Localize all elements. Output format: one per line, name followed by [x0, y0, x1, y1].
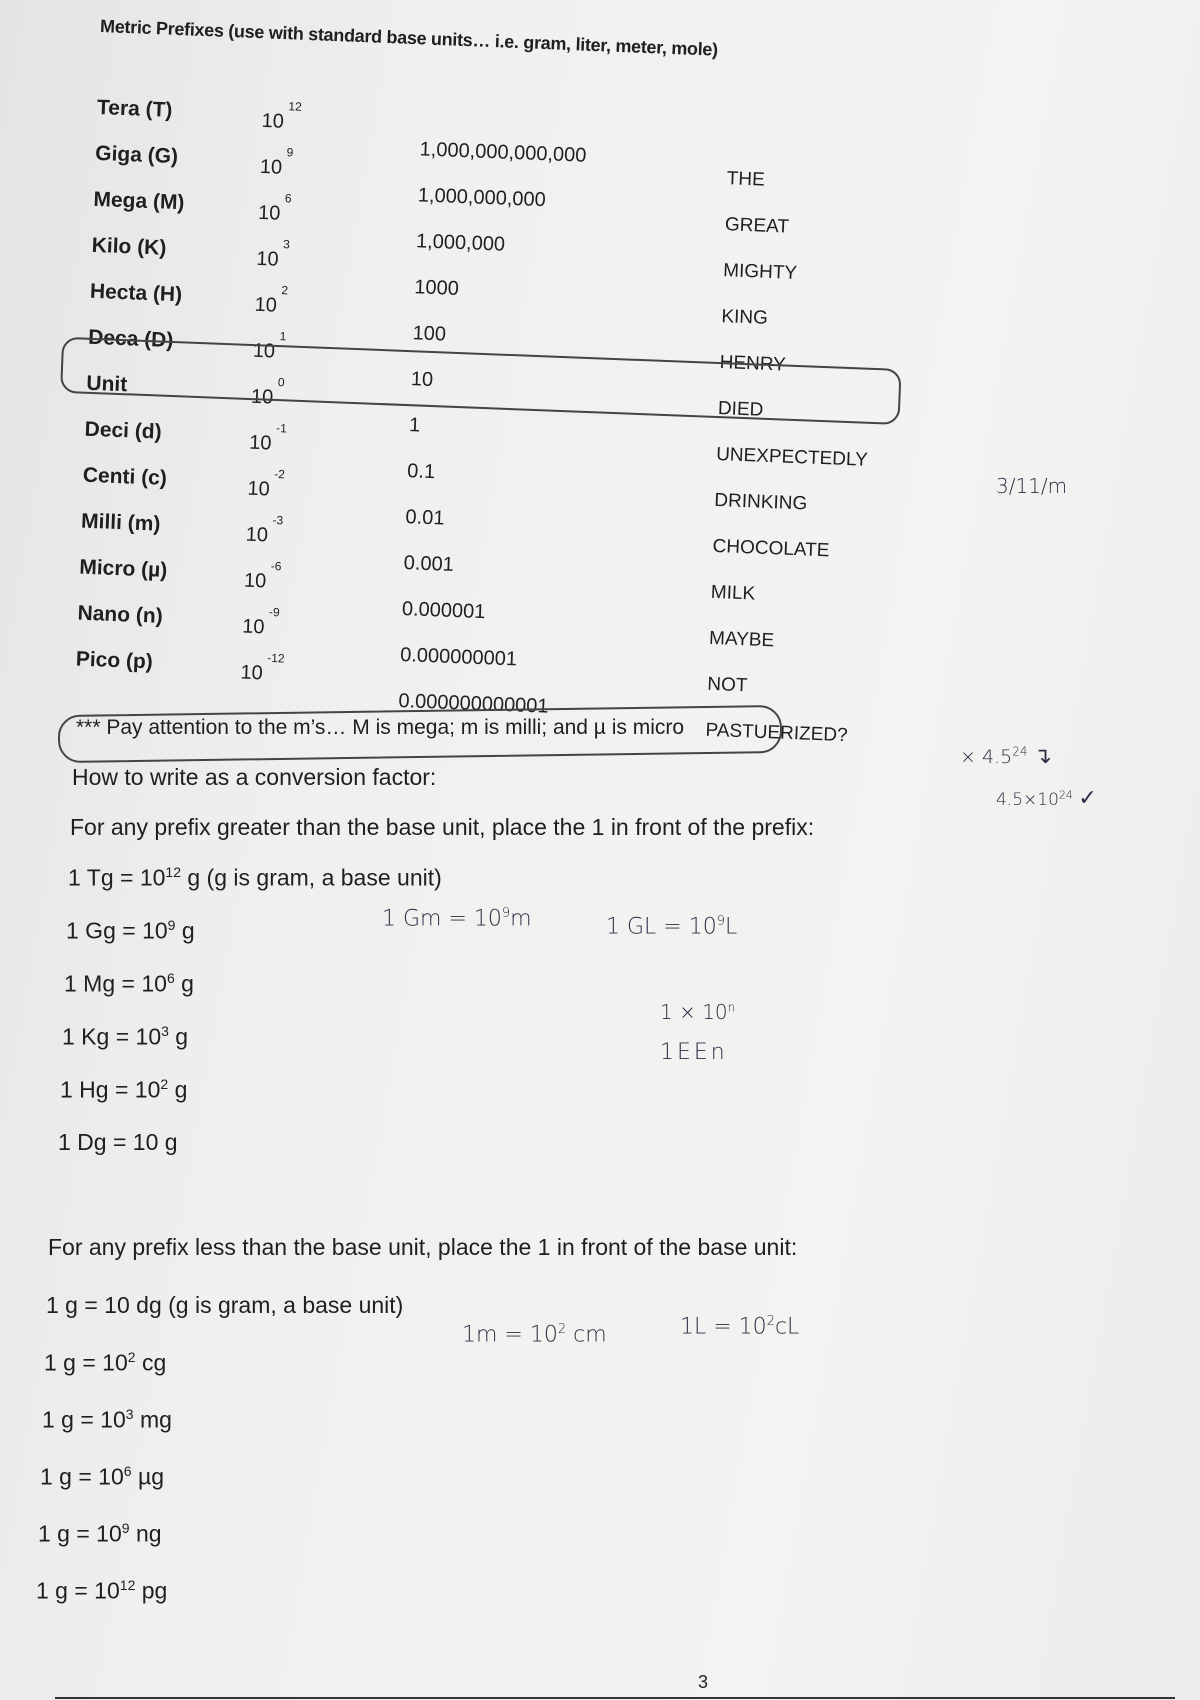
- decimal-value: 0.000001: [401, 598, 486, 624]
- conversion-rhs: g: [174, 970, 194, 997]
- m-note: *** Pay attention to the m’s… M is mega; m is milli; and µ is micro: [76, 716, 685, 739]
- power-of-ten: [257, 191, 292, 226]
- prefix-name: Kilo (K): [91, 233, 167, 260]
- conversion-line: [46, 1292, 403, 1319]
- conversion-exponent: 3: [161, 1023, 169, 1039]
- conversion-lhs: 1 g = 10: [36, 1577, 120, 1604]
- conversion-exponent: 2: [127, 1349, 136, 1365]
- mnemonic-word: DRINKING: [713, 489, 808, 515]
- power-exponent: 12: [288, 99, 303, 114]
- mnemonic-word: CHOCOLATE: [712, 535, 830, 562]
- mnemonic-word: KING: [721, 306, 769, 329]
- power-of-ten: [255, 237, 291, 272]
- conversion-rhs: g: [168, 1076, 188, 1103]
- power-exponent: 9: [286, 145, 294, 160]
- mnemonic-word: MIGHTY: [722, 260, 798, 284]
- conversion-exponent: 6: [123, 1463, 132, 1479]
- power-exponent: -6: [270, 558, 282, 574]
- power-base: 10: [255, 247, 279, 271]
- mnemonic-word: DIED: [717, 398, 764, 421]
- conversion-lhs: 1 g = 10: [44, 1349, 128, 1376]
- conversion-exponent: 6: [166, 970, 175, 986]
- power-of-ten: [247, 467, 286, 502]
- power-of-ten: [254, 283, 289, 318]
- conversion-lhs: 1 Hg = 10: [60, 1076, 161, 1103]
- handwritten-sci-notation: $4.5\times 10^{24}$ ✓: [996, 786, 1097, 811]
- power-base: 10: [243, 569, 267, 593]
- page-number: 3: [698, 1672, 709, 1692]
- power-base: 10: [254, 293, 278, 317]
- prefix-name: Tera (T): [96, 95, 173, 122]
- conversion-exponent: 3: [125, 1406, 134, 1422]
- decimal-value: 0.000000000001: [398, 689, 549, 718]
- handwritten-note-date: 3/11/m: [996, 474, 1068, 498]
- conversion-lhs: 1 g = 10: [42, 1406, 126, 1433]
- conversion-lhs: 1 g = 10: [38, 1520, 122, 1547]
- power-base: 10: [247, 477, 271, 501]
- prefix-name: Pico (p): [75, 647, 154, 674]
- conversion-lhs: 1 Dg = 10 g: [58, 1129, 178, 1155]
- greater-intro: For any prefix greater than the base unit, place the 1 in front of the prefix:: [70, 814, 815, 840]
- power-of-ten: [243, 558, 282, 594]
- power-exponent: 1: [279, 329, 287, 344]
- conversion-exponent: 9: [121, 1520, 130, 1536]
- conversion-lhs: 1 g = 10 dg (g is gram, a base unit): [46, 1292, 404, 1318]
- handwritten-1x10n: $1 \times 10^n$: [660, 1000, 736, 1024]
- decimal-value: 1: [408, 414, 421, 437]
- power-exponent: -2: [274, 467, 286, 482]
- less-intro: For any prefix less than the base unit, place the 1 in front of the base unit:: [48, 1234, 798, 1260]
- prefix-name: Unit: [85, 371, 128, 397]
- prefix-name: Micro (µ): [78, 555, 168, 582]
- power-exponent: 6: [284, 191, 292, 206]
- conversion-line: [64, 970, 194, 998]
- power-base: 10: [245, 523, 269, 547]
- mnemonic-word: NOT: [706, 673, 748, 697]
- prefix-name: Milli (m): [80, 509, 161, 536]
- power-exponent: 0: [277, 375, 285, 390]
- decimal-value: 0.000000001: [399, 643, 518, 671]
- power-base: 10: [250, 385, 274, 409]
- conversion-lhs: 1 Gg = 10: [66, 917, 168, 944]
- power-base: 10: [240, 661, 264, 685]
- conversion-rhs: g: [175, 917, 195, 944]
- power-of-ten: [241, 604, 280, 640]
- bottom-rule: [55, 1697, 1175, 1699]
- mnemonic-word: PASTUERIZED?: [705, 719, 849, 747]
- conversion-exponent: 12: [165, 864, 181, 880]
- conversion-line: [40, 1463, 164, 1491]
- power-of-ten: [240, 650, 285, 686]
- decimal-value: 1,000,000,000: [417, 184, 547, 212]
- decimal-value: 1,000,000,000,000: [419, 138, 587, 167]
- decimal-value: 10: [410, 368, 434, 392]
- power-base: 10: [241, 615, 265, 639]
- decimal-value: 0.001: [403, 552, 455, 576]
- mnemonic-word: MAYBE: [708, 627, 775, 652]
- decimal-value: 0.1: [406, 460, 436, 484]
- prefix-name: Nano (n): [77, 601, 164, 628]
- power-exponent: -9: [268, 604, 280, 620]
- decimal-value: 0.01: [405, 506, 445, 530]
- conversion-line: [68, 864, 442, 892]
- power-of-ten: [259, 145, 294, 180]
- handwritten-gl: 1 GL = $10^9L$: [606, 914, 738, 940]
- conversion-lhs: 1 Mg = 10: [64, 970, 167, 997]
- power-base: 10: [248, 431, 272, 455]
- conversion-rhs: ng: [129, 1520, 162, 1547]
- decimal-value: 100: [412, 322, 447, 346]
- handwritten-m-cm: $1m = 10^2$ cm: [462, 1322, 607, 1348]
- power-base: 10: [257, 201, 281, 225]
- mnemonic-word: MILK: [710, 581, 756, 605]
- power-exponent: 2: [281, 283, 289, 298]
- prefix-name: Mega (M): [93, 187, 185, 215]
- prefix-name: Giga (G): [94, 141, 179, 169]
- conversion-exponent: 2: [160, 1076, 169, 1092]
- power-exponent: 3: [282, 237, 291, 252]
- power-exponent: -3: [272, 512, 284, 528]
- conversion-rhs: mg: [133, 1406, 172, 1433]
- mnemonic-word: UNEXPECTEDLY: [715, 443, 869, 471]
- handwritten-l-cl: $1L = 10^2cL$: [680, 1314, 800, 1340]
- conversion-lhs: 1 g = 10: [40, 1463, 124, 1490]
- conversion-line: [44, 1349, 166, 1377]
- conversion-line: [66, 917, 195, 945]
- mnemonic-word: HENRY: [719, 352, 787, 376]
- conversion-lhs: 1 Kg = 10: [62, 1023, 162, 1050]
- conversion-line: [36, 1577, 167, 1605]
- conversion-rhs: g: [168, 1023, 189, 1050]
- conversion-line: [42, 1406, 172, 1434]
- prefix-name: Deca (D): [87, 325, 174, 353]
- power-of-ten: [261, 99, 303, 134]
- handwritten-multiplier: × $4.5^{24}$ ↴: [960, 744, 1052, 769]
- conversion-line: [62, 1023, 188, 1051]
- prefix-name: Deci (d): [84, 417, 163, 444]
- how-to-heading: How to write as a conversion factor:: [72, 764, 437, 790]
- mnemonic-word: GREAT: [724, 214, 790, 238]
- mnemonic-word: THE: [726, 168, 766, 191]
- power-of-ten: [248, 421, 288, 456]
- power-exponent: -1: [275, 421, 288, 436]
- conversion-line: [38, 1520, 162, 1548]
- power-exponent: -12: [267, 650, 285, 666]
- conversion-rhs: µg: [131, 1463, 165, 1490]
- conversion-rhs: pg: [135, 1577, 168, 1604]
- conversion-exponent: 9: [167, 917, 176, 933]
- decimal-value: 1000: [413, 276, 460, 300]
- unit-row-highlight-box: [60, 337, 902, 425]
- handwritten-gm: 1 $Gm = 10^9m$: [382, 906, 532, 932]
- decimal-value: 1,000,000: [415, 230, 506, 256]
- prefix-name: Hecta (H): [89, 279, 183, 307]
- conversion-exponent: 12: [119, 1577, 136, 1593]
- power-of-ten: [245, 512, 284, 548]
- prefix-name: Centi (c): [82, 463, 168, 490]
- conversion-line: [58, 1129, 178, 1156]
- conversion-rhs: g (g is gram, a base unit): [180, 864, 442, 891]
- power-base: 10: [252, 339, 276, 363]
- handwritten-1een: 1EEn: [660, 1040, 728, 1065]
- page-title: Metric Prefixes (use with standard base units… i.e. gram, liter, meter, mole): [99, 16, 719, 60]
- power-base: 10: [259, 155, 283, 179]
- check-mark-icon: ✓: [1078, 786, 1097, 811]
- prefix-table-region: [0, 0, 1200, 802]
- power-base: 10: [261, 109, 285, 133]
- conversion-rhs: cg: [135, 1349, 167, 1376]
- conversion-line: [60, 1076, 187, 1104]
- conversion-lhs: 1 Tg = 10: [68, 864, 166, 891]
